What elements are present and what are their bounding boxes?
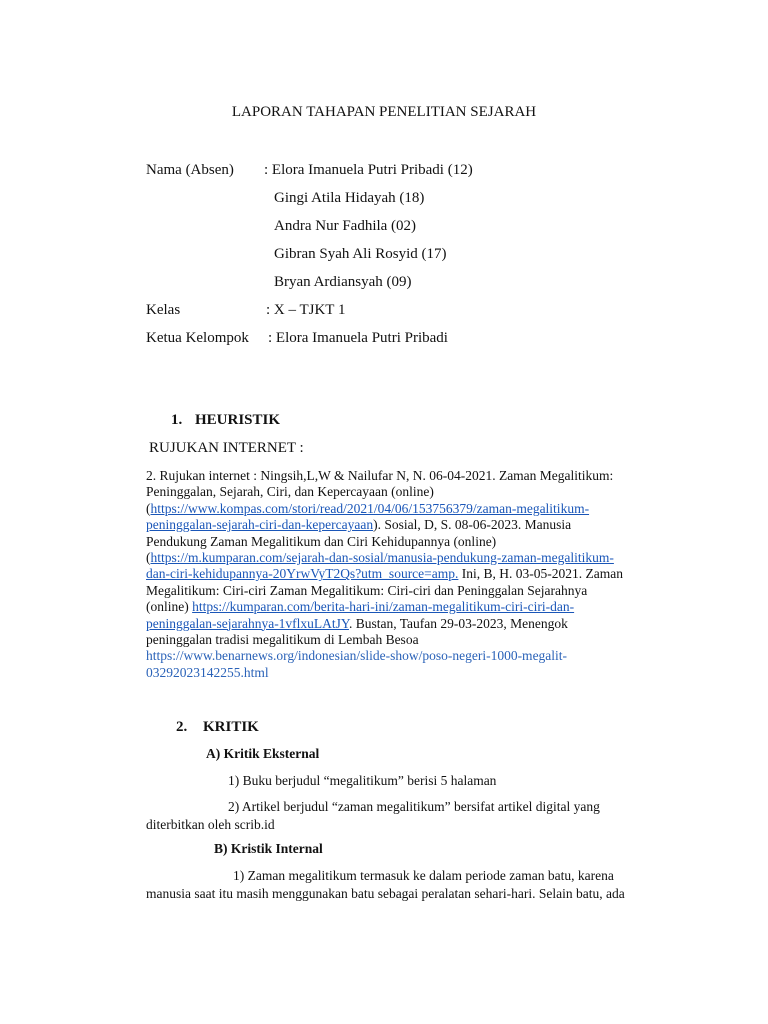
reference-line: Peninggalan, Sejarah, Ciri, dan Kepercayaan (online) <box>146 484 434 500</box>
kelas-label: Kelas <box>146 302 181 318</box>
kompas-link[interactable]: https://www.kompas.com/stori/read/2021/04/06/153756379/zaman-megalitikum- <box>150 500 590 516</box>
reference-line <box>146 648 646 664</box>
benarnews-link[interactable]: https://www.benarnews.org/indonesian/slide-show/poso-negeri-1000-megalit- <box>146 648 568 664</box>
kritik-internal-item-cont: manusia saat itu masih menggunakan batu sebagai peralatan sehari-hari. Selain batu, ada <box>146 886 625 901</box>
reference-line: dan-ciri-kehidupannya-20YrwVyT2Qs?utm_source=amp. Ini, B, H. 03-05-2021. Zaman <box>146 566 624 582</box>
kumparan-berita-link-cont[interactable]: peninggalan-sejarahnya-1vflxuLAtJY <box>146 615 349 631</box>
kelas-value: : X – TJKT 1 <box>266 302 346 318</box>
reference-line: (https://www.kompas.com/stori/read/2021/04/06/153756379/zaman-megalitikum- <box>146 500 590 516</box>
kritik-internal-item: 1) Zaman megalitikum termasuk ke dalam periode zaman batu, karena <box>233 868 614 883</box>
reference-line: peninggalan tradisi megalitikum di Lembah Besoa <box>146 631 419 647</box>
kumparan-berita-link[interactable]: https://kumparan.com/berita-hari-ini/zaman-megalitikum-ciri-ciri-dan- <box>192 599 575 615</box>
kritik-eksternal-item: 1) Buku berjudul “megalitikum” berisi 5 halaman <box>228 773 497 788</box>
section-heading-heuristik: HEURISTIK <box>195 412 281 428</box>
kritik-eksternal-item: 2) Artikel berjudul “zaman megalitikum” bersifat artikel digital yang <box>228 799 600 814</box>
reference-line: (https://m.kumparan.com/sejarah-dan-sosial/manusia-pendukung-zaman-megalitikum- <box>146 549 614 565</box>
ketua-label: Ketua Kelompok <box>146 330 249 346</box>
nama-label: Nama (Absen) <box>146 162 234 178</box>
section-number: 2. <box>176 719 188 735</box>
member-name: Gingi Atila Hidayah (18) <box>274 190 425 206</box>
kritik-internal-heading: B) Kristik Internal <box>214 841 323 856</box>
subheading-rujukan: RUJUKAN INTERNET : <box>149 440 304 456</box>
reference-line: peninggalan-sejarah-ciri-dan-kepercayaan). Sosial, D, S. 08-06-2023. Manusia <box>146 517 572 533</box>
page-title: LAPORAN TAHAPAN PENELITIAN SEJARAH <box>231 104 537 120</box>
reference-line: Megalitikum: Ciri-ciri Zaman Megalitikum: Ciri-ciri dan Peninggalan Sejarahnya <box>146 582 588 598</box>
reference-line: 2. Rujukan internet : Ningsih,L,W & Nailufar N, N. 06-04-2021. Zaman Megalitikum: <box>146 468 614 483</box>
ketua-value: : Elora Imanuela Putri Pribadi <box>268 330 448 346</box>
reference-line: (online) https://kumparan.com/berita-hari-ini/zaman-megalitikum-ciri-ciri-dan- <box>146 599 575 615</box>
kritik-eksternal-heading: A) Kritik Eksternal <box>206 746 320 761</box>
benarnews-link-cont[interactable]: 03292023142255.html <box>146 664 269 680</box>
section-number: 1. <box>171 412 183 428</box>
member-name: Gibran Syah Ali Rosyid (17) <box>274 246 447 262</box>
kritik-eksternal-item-cont: diterbitkan oleh scrib.id <box>146 817 275 832</box>
kumparan-link[interactable]: https://m.kumparan.com/sejarah-dan-sosial/manusia-pendukung-zaman-megalitikum- <box>150 549 614 565</box>
member-name: Andra Nur Fadhila (02) <box>274 218 417 234</box>
reference-line <box>146 665 646 681</box>
member-name: Bryan Ardiansyah (09) <box>274 274 412 290</box>
member-name: : Elora Imanuela Putri Pribadi (12) <box>264 162 473 178</box>
section-heading-kritik: KRITIK <box>203 719 259 735</box>
reference-line: peninggalan-sejarahnya-1vflxuLAtJY. Bustan, Taufan 29-03-2023, Menengok <box>146 615 568 631</box>
reference-line: Pendukung Zaman Megalitikum dan Ciri Kehidupannya (online) <box>146 533 497 549</box>
kumparan-link-cont[interactable]: dan-ciri-kehidupannya-20YrwVyT2Qs?utm_source=amp. <box>146 566 459 582</box>
kompas-link-cont[interactable]: peninggalan-sejarah-ciri-dan-kepercayaan <box>146 517 374 533</box>
references-paragraph <box>146 468 646 681</box>
